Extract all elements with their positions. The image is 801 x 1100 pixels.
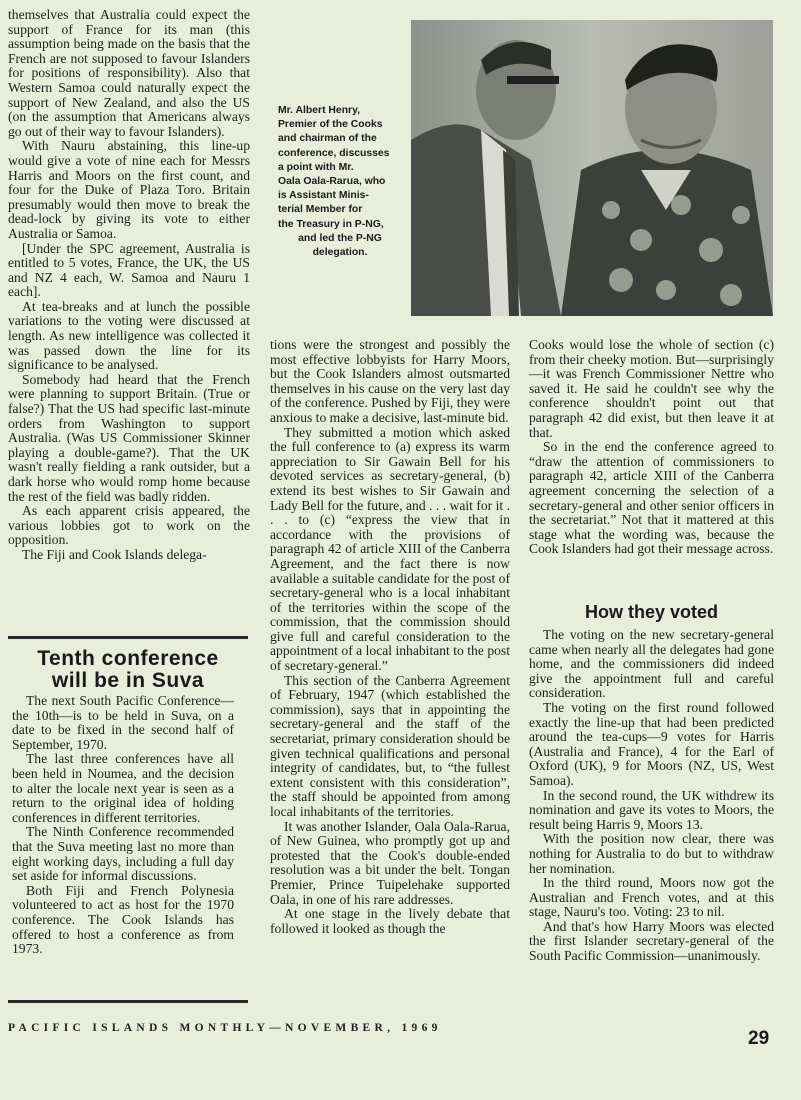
caption-line: delegation.: [312, 247, 368, 259]
caption-line: terial Member for: [278, 204, 363, 216]
paragraph: At tea-breaks and at lunch the possible variations to the voting were discussed at length. As new intelligence was collected it was passed down the line for its significance to be analysed.: [8, 298, 250, 373]
section-heading: How they voted: [584, 602, 718, 622]
paragraph: tions were the strongest and possibly the most effective lobbyists for Harry Moors, but the Cook Islanders almost outsmarted themselves in his cause on the very last day of the conference. Pushed by Fiji, they were anxious to make a decisive, last-minute bid.: [270, 337, 510, 425]
paragraph: Both Fiji and French Polynesia volunteered to act as host for the 1970 conference. The Cook Islands has offered to host a conference as from 1973.: [12, 882, 234, 957]
paragraph: The Ninth Conference recommended that the Suva meeting last no more than eight working days, including a full day set aside for informal discussions.: [12, 824, 234, 884]
caption-line: Premier of the Cooks: [278, 119, 383, 131]
box-body: [12, 694, 234, 957]
caption-line: and led the P-NG: [298, 232, 382, 244]
paragraph: The last three conferences have all been held in Noumea, and the decision to alter the locale next year is seen as a return to the original idea of holding conferences in different territories.: [12, 751, 234, 825]
caption-line: is Assistant Minis-: [278, 190, 369, 202]
paragraph: And that's how Harry Moors was elected the first Islander secretary-general of the South Pacific Commission—unanimously.: [529, 918, 774, 964]
paragraph: With Nauru abstaining, this line-up would give a vote of nine each for Messrs Harris and Moors on the first count, and four for the Duke of Plaza Toro. Britain presumably would then move to break the dead-lock by giving its vote to either Australia or Samoa.: [8, 138, 250, 241]
caption-line: and chairman of the: [278, 133, 377, 145]
box-bottom-rule: [8, 1000, 248, 1003]
box-heading: [8, 648, 248, 692]
caption-line: a point with Mr.: [278, 161, 354, 173]
box-heading-line: Tenth conference: [37, 647, 219, 670]
paragraph: Cooks would lose the whole of section (c) from their cheeky motion. But—surprisingly—it was French Commissioner Nettre who saved it. He said he couldn't see why the conference shouldn't point out that paragraph 42 did exist, but then leave it at that.: [529, 337, 774, 440]
box-heading-line: will be in Suva: [51, 669, 205, 692]
paragraph: They submitted a motion which asked the full conference to (a) express its warm appreciation to Sir Gawain Bell for his devoted services as secretary-general, (b) extend its best wishes to Sir Gawain and Lady Bell for the future, and . . . wait for it . . . to (c) “express the view that in accordance with the provisions of paragraph 42 of article XIII of the Canberra Agreement, and the fact there is now available a suitable candidate for the post of secretary-general who is a local inhabitant of the territories within the scope of the commission, that the commission should give full and careful consideration to the appointment of a local inhabitant to the post of secretary-general.”: [270, 424, 510, 674]
caption-line: conference, discusses: [278, 147, 390, 159]
paragraph: As each apparent crisis appeared, the various lobbies got to work on the opposition.: [8, 503, 250, 548]
paragraph: In the second round, the UK withdrew its nomination and gave its votes to Moors, the result being Harris 9, Moors 13.: [529, 787, 774, 832]
column-3: [529, 338, 774, 557]
page-number: 29: [748, 1028, 770, 1049]
column-3-voting: [529, 628, 774, 964]
paragraph: At one stage in the lively debate that followed it looked as though the: [270, 906, 510, 936]
photograph: [411, 20, 773, 316]
paragraph: The Fiji and Cook Islands delega-: [22, 546, 207, 562]
paragraph: [Under the SPC agreement, Australia is entitled to 5 votes, France, the UK, the US and NZ 4 each, W. Samoa and Nauru 1 each].: [8, 240, 250, 300]
paragraph: With the position now clear, there was nothing for Australia to do but to withdraw her nomination.: [529, 831, 774, 876]
paragraph: This section of the Canberra Agreement of February, 1947 (which established the commission), says that in appointing the secretary-general and the staff of the secretariat, primary consideration should be given technical qualifications and personal integrity of candidates, but, to “the fullest extent consistent with this consideration”, the staff should be appointed from among local inhabitants of the territories.: [270, 672, 510, 819]
paragraph: In the third round, Moors now got the Australian and French votes, and at this stage, Nauru's too. Voting: 23 to nil.: [529, 875, 774, 920]
column-1: [8, 8, 250, 563]
paragraph: The next South Pacific Conference—the 10th—is to be held in Suva, on a date to be fixed in the second half of September, 1970.: [12, 693, 234, 752]
caption-line: Mr. Albert Henry,: [278, 105, 360, 116]
caption-line: the Treasury in P-NG,: [278, 218, 384, 230]
paragraph: Somebody had heard that the French were planning to support Britain. (True or false?) That the US had specific last-minute orders from Washington to support Australia. (Was US Commissioner Skinner playing a double-game?). That the UK wasn't really fielding a rank outsider, but a dark horse who would romp home because the rest of the field was badly ridden.: [8, 371, 250, 504]
column-2: [270, 338, 510, 936]
paragraph: It was another Islander, Oala Oala-Rarua, of New Guinea, who promptly got up and protested that the Cook's double-ended resolution was a bit under the belt. Tongan Premier, Prince Tuipelehake supported Oala, in one of his rare addresses.: [270, 818, 510, 907]
paragraph: The voting on the new secretary-general came when nearly all the delegates had gone home, and the commissioners did indeed give the appointment full and careful consideration.: [529, 627, 774, 701]
box-top-rule: [8, 636, 248, 639]
paragraph: So in the end the conference agreed to “draw the attention of commissioners to paragraph 42, article XIII of the Canberra agreement concerning the selection of a secretary-general and other senior officers in the secretariat.” Not that it mattered at this stage what the wording was, because the Cook Islanders had got their message across.: [529, 439, 774, 557]
paragraph: The voting on the first round followed exactly the line-up that had been predicted around the tea-cups—9 votes for Harris (Australia and France), 4 for the Earl of Oxford (UK), 9 for Moors (NZ, US, West Samoa).: [529, 699, 774, 788]
paragraph: themselves that Australia could expect the support of France for its man (this assumption being made on the basis that the French are not supposed to favour Islanders for positions of responsibility). Also that Western Samoa could naturally expect the support of New Zealand, and also the US (on the assumption that Americans always go out of their way to favour Islanders).: [8, 7, 250, 139]
photograph-two-men-icon: [411, 20, 773, 316]
photo-caption: [278, 104, 402, 260]
running-footer: PACIFIC ISLANDS MONTHLY—NOVEMBER, 1969: [8, 1022, 442, 1034]
caption-line: Oala Oala-Rarua, who: [278, 176, 386, 188]
